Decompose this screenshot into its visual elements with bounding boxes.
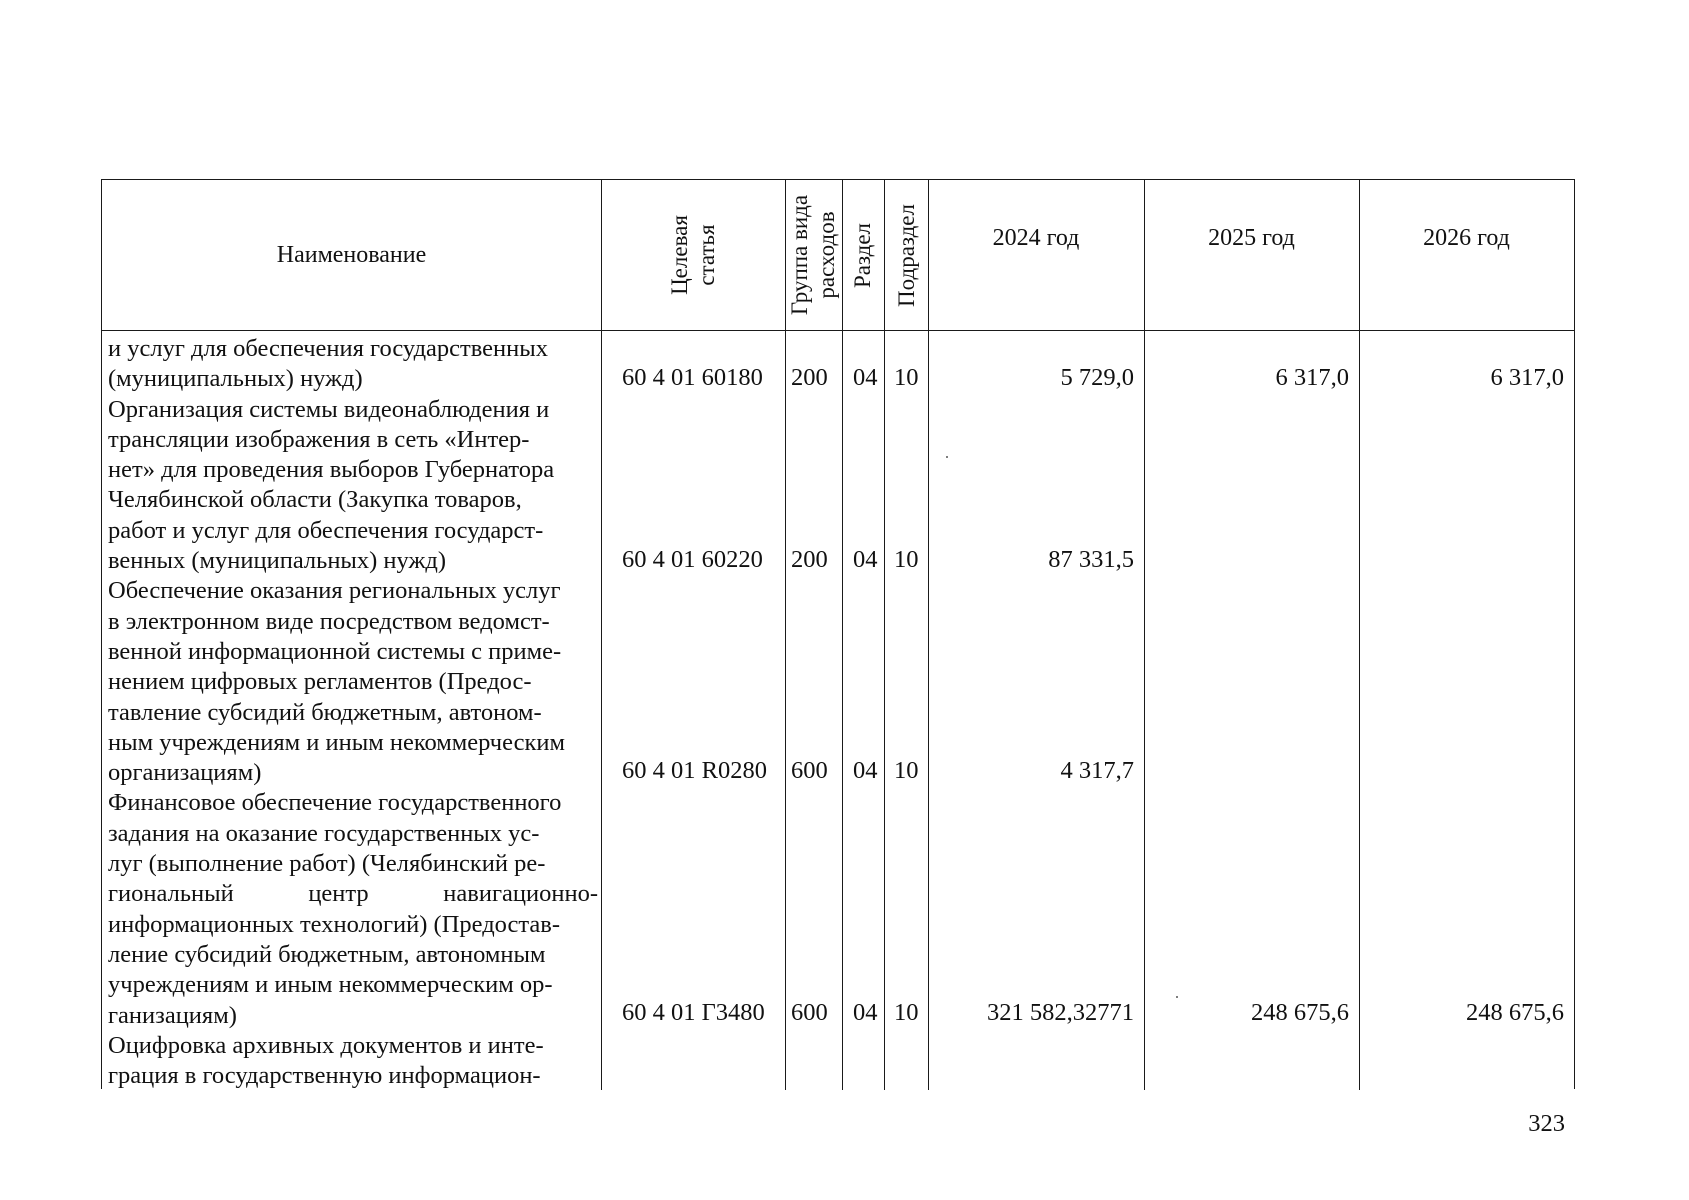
row3-section: 04 bbox=[853, 757, 878, 784]
header-name-label: Наименование bbox=[276, 242, 427, 268]
row2-subsection: 10 bbox=[894, 546, 919, 573]
name-line: ным учреждениям и иным некоммерческим bbox=[108, 728, 565, 756]
header-2026 bbox=[1359, 180, 1574, 330]
budget-table bbox=[101, 179, 1575, 1089]
name-line: в электронном виде посредством ведомст- bbox=[108, 607, 550, 635]
row2-2024: 87 331,5 bbox=[1048, 546, 1134, 573]
row1-2025: 6 317,0 bbox=[1275, 364, 1349, 391]
row4-2024: 321 582,32771 bbox=[987, 999, 1134, 1026]
row2-target: 60 4 01 60220 bbox=[622, 546, 763, 573]
name-line: грация в государственную информацион- bbox=[108, 1062, 541, 1090]
header-subsection-label: Подраздел bbox=[893, 203, 919, 307]
name-line: Финансовое обеспечение государственного bbox=[108, 789, 562, 817]
header-divider bbox=[102, 330, 1574, 331]
row1-group: 200 bbox=[791, 364, 828, 391]
row4-2026: 248 675,6 bbox=[1466, 999, 1564, 1026]
name-line: учреждениям и иным некоммерческим ор- bbox=[108, 971, 553, 999]
name-line: гиональный центр навигационно- bbox=[108, 880, 598, 908]
name-line: тавление субсидий бюджетным, автоном- bbox=[108, 698, 542, 726]
name-line: информационных технологий) (Предостав- bbox=[108, 910, 561, 938]
header-section bbox=[842, 180, 884, 330]
row4-2025: 248 675,6 bbox=[1251, 999, 1349, 1026]
name-line: Оцифровка архивных документов и инте- bbox=[108, 1031, 544, 1059]
name-line: (муниципальных) нужд) bbox=[108, 365, 363, 393]
row2-group: 200 bbox=[791, 546, 828, 573]
row4-target: 60 4 01 Г3480 bbox=[622, 999, 765, 1026]
name-line: организациям) bbox=[108, 759, 262, 787]
row4-subsection: 10 bbox=[894, 999, 919, 1026]
header-target-article-label: Целевая статья bbox=[666, 215, 719, 295]
header-name bbox=[102, 180, 601, 330]
header-2024-label: 2024 год bbox=[992, 225, 1080, 251]
name-line: Организация системы видеонаблюдения и bbox=[108, 395, 550, 423]
row1-section: 04 bbox=[853, 364, 878, 391]
scan-speck bbox=[946, 456, 948, 458]
name-line: луг (выполнение работ) (Челябинский ре- bbox=[108, 850, 546, 878]
header-target-article bbox=[601, 180, 785, 330]
name-column-text bbox=[108, 334, 598, 1091]
row4-group: 600 bbox=[791, 999, 828, 1026]
row1-2024: 5 729,0 bbox=[1060, 364, 1134, 391]
row1-2026: 6 317,0 bbox=[1490, 364, 1564, 391]
header-2025 bbox=[1144, 180, 1359, 330]
header-2024 bbox=[928, 180, 1144, 330]
name-line: нет» для проведения выборов Губернатора bbox=[108, 456, 555, 484]
page-number: 323 bbox=[1528, 1110, 1565, 1137]
name-line: Челябинской области (Закупка товаров, bbox=[108, 486, 522, 514]
name-line: ление субсидий бюджетным, автономным bbox=[108, 940, 546, 968]
header-expense-group-label: Группа вида расходов bbox=[787, 194, 840, 316]
name-line: работ и услуг для обеспечения государст- bbox=[108, 516, 544, 544]
row4-section: 04 bbox=[853, 999, 878, 1026]
header-expense-group bbox=[785, 180, 842, 330]
header-section-label: Раздел bbox=[850, 222, 876, 288]
name-line: Обеспечение оказания региональных услуг bbox=[108, 577, 561, 605]
header-2025-label: 2025 год bbox=[1208, 225, 1295, 251]
row1-subsection: 10 bbox=[894, 364, 919, 391]
row2-section: 04 bbox=[853, 546, 878, 573]
row3-group: 600 bbox=[791, 757, 828, 784]
name-line: венных (муниципальных) нужд) bbox=[108, 547, 447, 575]
name-line: нением цифровых регламентов (Предос- bbox=[108, 668, 532, 696]
scan-speck bbox=[1176, 996, 1178, 998]
row3-target: 60 4 01 R0280 bbox=[622, 757, 767, 784]
row1-target: 60 4 01 60180 bbox=[622, 364, 763, 391]
name-line: ганизациям) bbox=[108, 1001, 237, 1029]
header-subsection bbox=[884, 180, 928, 330]
name-line: трансляции изображения в сеть «Интер- bbox=[108, 425, 530, 453]
name-line: задания на оказание государственных ус- bbox=[108, 819, 540, 847]
header-2026-label: 2026 год bbox=[1423, 225, 1510, 251]
row3-subsection: 10 bbox=[894, 757, 919, 784]
name-line: венной информационной системы с приме- bbox=[108, 637, 562, 665]
row3-2024: 4 317,7 bbox=[1060, 757, 1134, 784]
name-line: и услуг для обеспечения государственных bbox=[108, 335, 548, 362]
